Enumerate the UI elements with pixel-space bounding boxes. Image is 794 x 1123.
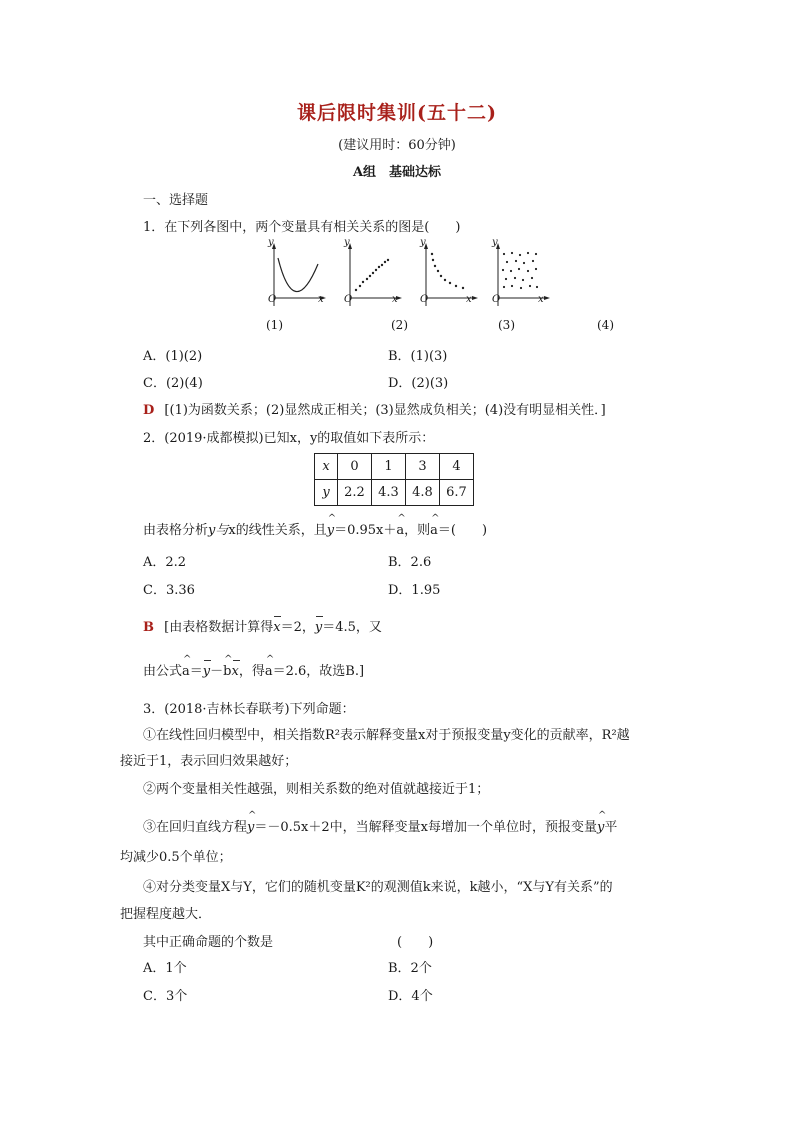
q2-ans-text-3: ＝4.5，又 [322, 620, 382, 635]
graph-4-x-label: x [538, 294, 544, 305]
table-cell: 4.8 [406, 480, 440, 506]
graph-1-caption: (1) [266, 318, 283, 332]
q2-answer-line-2 [143, 660, 364, 679]
q2-x-bar: x [273, 620, 281, 635]
q1-answer-letter: D [143, 403, 155, 418]
graph-1-y-label: y [268, 237, 274, 248]
q2-stem: 2．(2019·成都模拟)已知x，y的取值如下表所示： [143, 431, 435, 446]
q3-stem: 3．(2018·吉林长春联考)下列命题： [143, 702, 355, 717]
q2-question-line [143, 519, 487, 538]
q3-option-d: D．4个 [388, 989, 433, 1004]
q1-option-d: D．(2)(3) [388, 376, 449, 391]
q2-ans-text-5: ＝ [189, 664, 203, 679]
graph-1-x-label: x [318, 294, 324, 305]
q2-text-3: x的线性关系，且 [228, 523, 327, 538]
graph-3-origin: O [420, 294, 429, 305]
graph-1-origin: O [268, 294, 277, 305]
graph-3-y-label: y [420, 237, 426, 248]
graph-4-y-label: y [492, 237, 498, 248]
q3-ask: 其中正确命题的个数是 [143, 935, 274, 950]
table-cell: 0 [338, 454, 372, 480]
q3-proposition-1b: 接近于1，表示回归效果越好； [120, 754, 298, 769]
q3-proposition-3a [143, 816, 617, 835]
q3-option-b: B．2个 [388, 961, 432, 976]
graph-2-x-label: x [392, 294, 398, 305]
q2-a-hat-2: ^ a [430, 523, 438, 538]
q2-option-d: D．1.95 [388, 583, 441, 598]
q2-answer-line-1 [143, 616, 382, 635]
q3-proposition-4b: 把握程度越大． [120, 907, 212, 922]
q2-ans-text-4: 由公式 [143, 664, 183, 679]
q2-y-bar: y [314, 620, 323, 635]
table-cell: 3 [406, 454, 440, 480]
table-row-label-y: y [315, 480, 338, 506]
q3-option-c: C．3个 [143, 989, 188, 1004]
q2-ans-text-6: － [210, 664, 224, 679]
q3-p3-text-3: 平 [604, 820, 618, 835]
q3-proposition-4a: ④对分类变量X与Y，它们的随机变量K²的观测值k来说，k越小，“X与Y有关系”的 [143, 880, 613, 895]
q3-p3-text-1: ③在回归直线方程 [143, 820, 248, 835]
q2-ans-text-8: ＝2.6，故选B.] [272, 664, 365, 679]
table-cell: 6.7 [440, 480, 474, 506]
q2-text-6: ＝( ) [437, 523, 488, 538]
table-cell: 4 [440, 454, 474, 480]
q3-option-a: A．1个 [143, 961, 187, 976]
q3-p3-y-hat: ^ y [247, 820, 254, 835]
graph-2-origin: O [344, 294, 353, 305]
table-cell: 2.2 [338, 480, 372, 506]
q2-ans-text-1: [由表格数据计算得 [164, 620, 274, 635]
q1-option-b: B．(1)(3) [388, 349, 448, 364]
q1-option-a: A．(1)(2) [143, 349, 203, 364]
q2-ans-text-2: ＝2， [280, 620, 315, 635]
q3-answer-paren: ( ) [397, 935, 434, 950]
graph-2-caption: (2) [391, 318, 408, 332]
q1-answer-text: [(1)为函数关系；(2)显然成正相关；(3)显然成负相关；(4)没有明显相关性．] [164, 403, 606, 418]
q2-text-2: y与 [208, 523, 229, 538]
q3-proposition-3b: 均减少0.5个单位； [120, 850, 232, 865]
graph-4-origin: O [492, 294, 501, 305]
q3-proposition-2: ②两个变量相关性越强，则相关系数的绝对值就越接近于1； [143, 782, 490, 797]
q2-data-table [314, 453, 474, 506]
group-heading: A组 基础达标 [352, 165, 442, 180]
q1-stem: 1．在下列各图中，两个变量具有相关关系的图是( ) [143, 220, 461, 235]
q2-option-b: B．2.6 [388, 555, 432, 570]
q2-ans-b-hat: ^ b [223, 664, 231, 679]
table-cell: 1 [372, 454, 406, 480]
graph-4-caption: (4) [597, 318, 614, 332]
q2-option-a: A．2.2 [143, 555, 187, 570]
time-note: (建议用时：60分钟) [338, 138, 456, 153]
q1-option-c: C．(2)(4) [143, 376, 203, 391]
q2-text-1: 由表格分析 [143, 523, 209, 538]
graph-3-x-label: x [466, 294, 472, 305]
q2-ans-a-hat-2: ^ a [265, 664, 273, 679]
q2-text-5: ，则 [404, 523, 431, 538]
table-row [315, 480, 474, 506]
table-row [315, 454, 474, 480]
q3-p3-y-hat-2: ^ y [597, 820, 604, 835]
q2-ans-text-7: ，得 [238, 664, 265, 679]
graph-3-caption: (3) [498, 318, 515, 332]
q2-y-hat: ^ y [327, 523, 334, 538]
table-cell: 4.3 [372, 480, 406, 506]
q2-ans-x-bar: x [231, 664, 239, 679]
page-title: 课后限时集训(五十二) [297, 102, 497, 124]
q1-answer [143, 399, 606, 418]
graph-2-y-label: y [344, 237, 350, 248]
q2-ans-y-bar: y [202, 664, 211, 679]
q3-proposition-1a: ①在线性回归模型中，相关指数R²表示解释变量x对于预报变量y变化的贡献率，R²越 [143, 728, 630, 743]
q2-text-4: ＝0.95x＋ [334, 523, 397, 538]
q2-ans-a-hat: ^ a [182, 664, 190, 679]
q2-option-c: C．3.36 [143, 583, 195, 598]
q2-a-hat: ^ a [396, 523, 404, 538]
section-heading: 一、选择题 [143, 193, 209, 208]
table-row-label-x: x [315, 454, 338, 480]
q2-answer-letter: B [143, 620, 154, 635]
q3-p3-text-2: ＝－0.5x＋2中，当解释变量x每增加一个单位时，预报变量 [254, 820, 597, 835]
